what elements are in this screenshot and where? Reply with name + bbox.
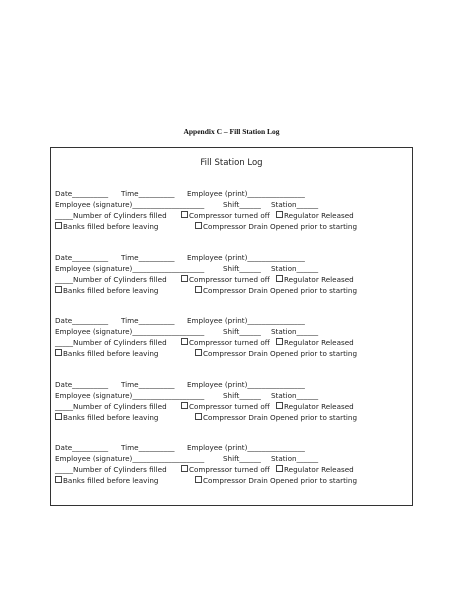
banks-filled-option[interactable]: Banks filled before leaving <box>55 221 158 232</box>
entry-line-banks <box>55 475 409 486</box>
checkbox-icon[interactable] <box>276 211 283 218</box>
entry-line-signature <box>55 390 409 401</box>
log-entry <box>55 442 409 486</box>
shift-field[interactable]: Shift______ <box>223 454 261 463</box>
checkbox-icon[interactable] <box>276 465 283 472</box>
banks-filled-option[interactable]: Banks filled before leaving <box>55 285 158 296</box>
entry-line-cylinders <box>55 464 409 475</box>
employee-print-field[interactable]: Employee (print)________________ <box>187 380 305 389</box>
date-field[interactable]: Date__________ <box>55 443 109 452</box>
date-field[interactable]: Date__________ <box>55 380 109 389</box>
employee-print-field[interactable]: Employee (print)________________ <box>187 316 305 325</box>
regulator-released-option[interactable]: Regulator Released <box>276 210 354 221</box>
date-field[interactable]: Date__________ <box>55 253 109 262</box>
entry-line-date-time <box>55 188 409 199</box>
station-field[interactable]: Station______ <box>271 264 319 273</box>
regulator-released-option[interactable]: Regulator Released <box>276 464 354 475</box>
entry-line-banks <box>55 285 409 296</box>
station-field[interactable]: Station______ <box>271 391 319 400</box>
checkbox-icon[interactable] <box>195 349 202 356</box>
entry-line-cylinders <box>55 401 409 412</box>
log-entry <box>55 188 409 232</box>
regulator-released-option[interactable]: Regulator Released <box>276 401 354 412</box>
regulator-released-option[interactable]: Regulator Released <box>276 274 354 285</box>
form-title: Fill Station Log <box>200 158 263 168</box>
cylinders-field[interactable]: _____Number of Cylinders filled <box>55 338 167 347</box>
checkbox-icon[interactable] <box>181 211 188 218</box>
regulator-released-option[interactable]: Regulator Released <box>276 337 354 348</box>
entry-line-date-time <box>55 379 409 390</box>
fill-station-log-form <box>50 147 413 506</box>
appendix-title: Appendix C – Fill Station Log <box>183 127 280 136</box>
entry-line-banks <box>55 221 409 232</box>
time-field[interactable]: Time__________ <box>121 189 175 198</box>
compressor-drain-option[interactable]: Compressor Drain Opened prior to starting <box>195 475 357 486</box>
compressor-off-option[interactable]: Compressor turned off <box>181 210 270 221</box>
checkbox-icon[interactable] <box>181 402 188 409</box>
entry-line-signature <box>55 263 409 274</box>
shift-field[interactable]: Shift______ <box>223 391 261 400</box>
time-field[interactable]: Time__________ <box>121 443 175 452</box>
log-entry <box>55 315 409 359</box>
banks-filled-option[interactable]: Banks filled before leaving <box>55 412 158 423</box>
checkbox-icon[interactable] <box>55 222 62 229</box>
checkbox-icon[interactable] <box>181 275 188 282</box>
compressor-drain-option[interactable]: Compressor Drain Opened prior to starting <box>195 285 357 296</box>
checkbox-icon[interactable] <box>55 413 62 420</box>
checkbox-icon[interactable] <box>195 476 202 483</box>
cylinders-field[interactable]: _____Number of Cylinders filled <box>55 465 167 474</box>
date-field[interactable]: Date__________ <box>55 189 109 198</box>
entry-line-date-time <box>55 252 409 263</box>
entry-line-signature <box>55 326 409 337</box>
entry-line-cylinders <box>55 274 409 285</box>
compressor-off-option[interactable]: Compressor turned off <box>181 464 270 475</box>
entry-line-cylinders <box>55 210 409 221</box>
cylinders-field[interactable]: _____Number of Cylinders filled <box>55 402 167 411</box>
shift-field[interactable]: Shift______ <box>223 200 261 209</box>
station-field[interactable]: Station______ <box>271 327 319 336</box>
banks-filled-option[interactable]: Banks filled before leaving <box>55 348 158 359</box>
checkbox-icon[interactable] <box>195 286 202 293</box>
entry-line-banks <box>55 348 409 359</box>
entry-line-date-time <box>55 442 409 453</box>
compressor-drain-option[interactable]: Compressor Drain Opened prior to starting <box>195 412 357 423</box>
time-field[interactable]: Time__________ <box>121 380 175 389</box>
cylinders-field[interactable]: _____Number of Cylinders filled <box>55 211 167 220</box>
station-field[interactable]: Station______ <box>271 200 319 209</box>
compressor-off-option[interactable]: Compressor turned off <box>181 274 270 285</box>
time-field[interactable]: Time__________ <box>121 316 175 325</box>
employee-signature-field[interactable]: Employee (signature)____________________ <box>55 327 205 336</box>
checkbox-icon[interactable] <box>276 338 283 345</box>
entry-line-cylinders <box>55 337 409 348</box>
entry-line-date-time <box>55 315 409 326</box>
banks-filled-option[interactable]: Banks filled before leaving <box>55 475 158 486</box>
cylinders-field[interactable]: _____Number of Cylinders filled <box>55 275 167 284</box>
checkbox-icon[interactable] <box>195 222 202 229</box>
checkbox-icon[interactable] <box>181 338 188 345</box>
checkbox-icon[interactable] <box>181 465 188 472</box>
compressor-off-option[interactable]: Compressor turned off <box>181 401 270 412</box>
compressor-drain-option[interactable]: Compressor Drain Opened prior to starting <box>195 221 357 232</box>
checkbox-icon[interactable] <box>55 286 62 293</box>
employee-print-field[interactable]: Employee (print)________________ <box>187 253 305 262</box>
checkbox-icon[interactable] <box>55 349 62 356</box>
checkbox-icon[interactable] <box>276 402 283 409</box>
log-entry <box>55 379 409 423</box>
entry-line-signature <box>55 453 409 464</box>
entry-line-signature <box>55 199 409 210</box>
date-field[interactable]: Date__________ <box>55 316 109 325</box>
employee-print-field[interactable]: Employee (print)________________ <box>187 189 305 198</box>
entry-line-banks <box>55 412 409 423</box>
employee-signature-field[interactable]: Employee (signature)____________________ <box>55 264 205 273</box>
compressor-drain-option[interactable]: Compressor Drain Opened prior to starting <box>195 348 357 359</box>
time-field[interactable]: Time__________ <box>121 253 175 262</box>
compressor-off-option[interactable]: Compressor turned off <box>181 337 270 348</box>
employee-print-field[interactable]: Employee (print)________________ <box>187 443 305 452</box>
checkbox-icon[interactable] <box>276 275 283 282</box>
log-entry <box>55 252 409 296</box>
employee-signature-field[interactable]: Employee (signature)____________________ <box>55 391 205 400</box>
shift-field[interactable]: Shift______ <box>223 327 261 336</box>
employee-signature-field[interactable]: Employee (signature)____________________ <box>55 454 205 463</box>
shift-field[interactable]: Shift______ <box>223 264 261 273</box>
station-field[interactable]: Station______ <box>271 454 319 463</box>
checkbox-icon[interactable] <box>55 476 62 483</box>
employee-signature-field[interactable]: Employee (signature)____________________ <box>55 200 205 209</box>
checkbox-icon[interactable] <box>195 413 202 420</box>
